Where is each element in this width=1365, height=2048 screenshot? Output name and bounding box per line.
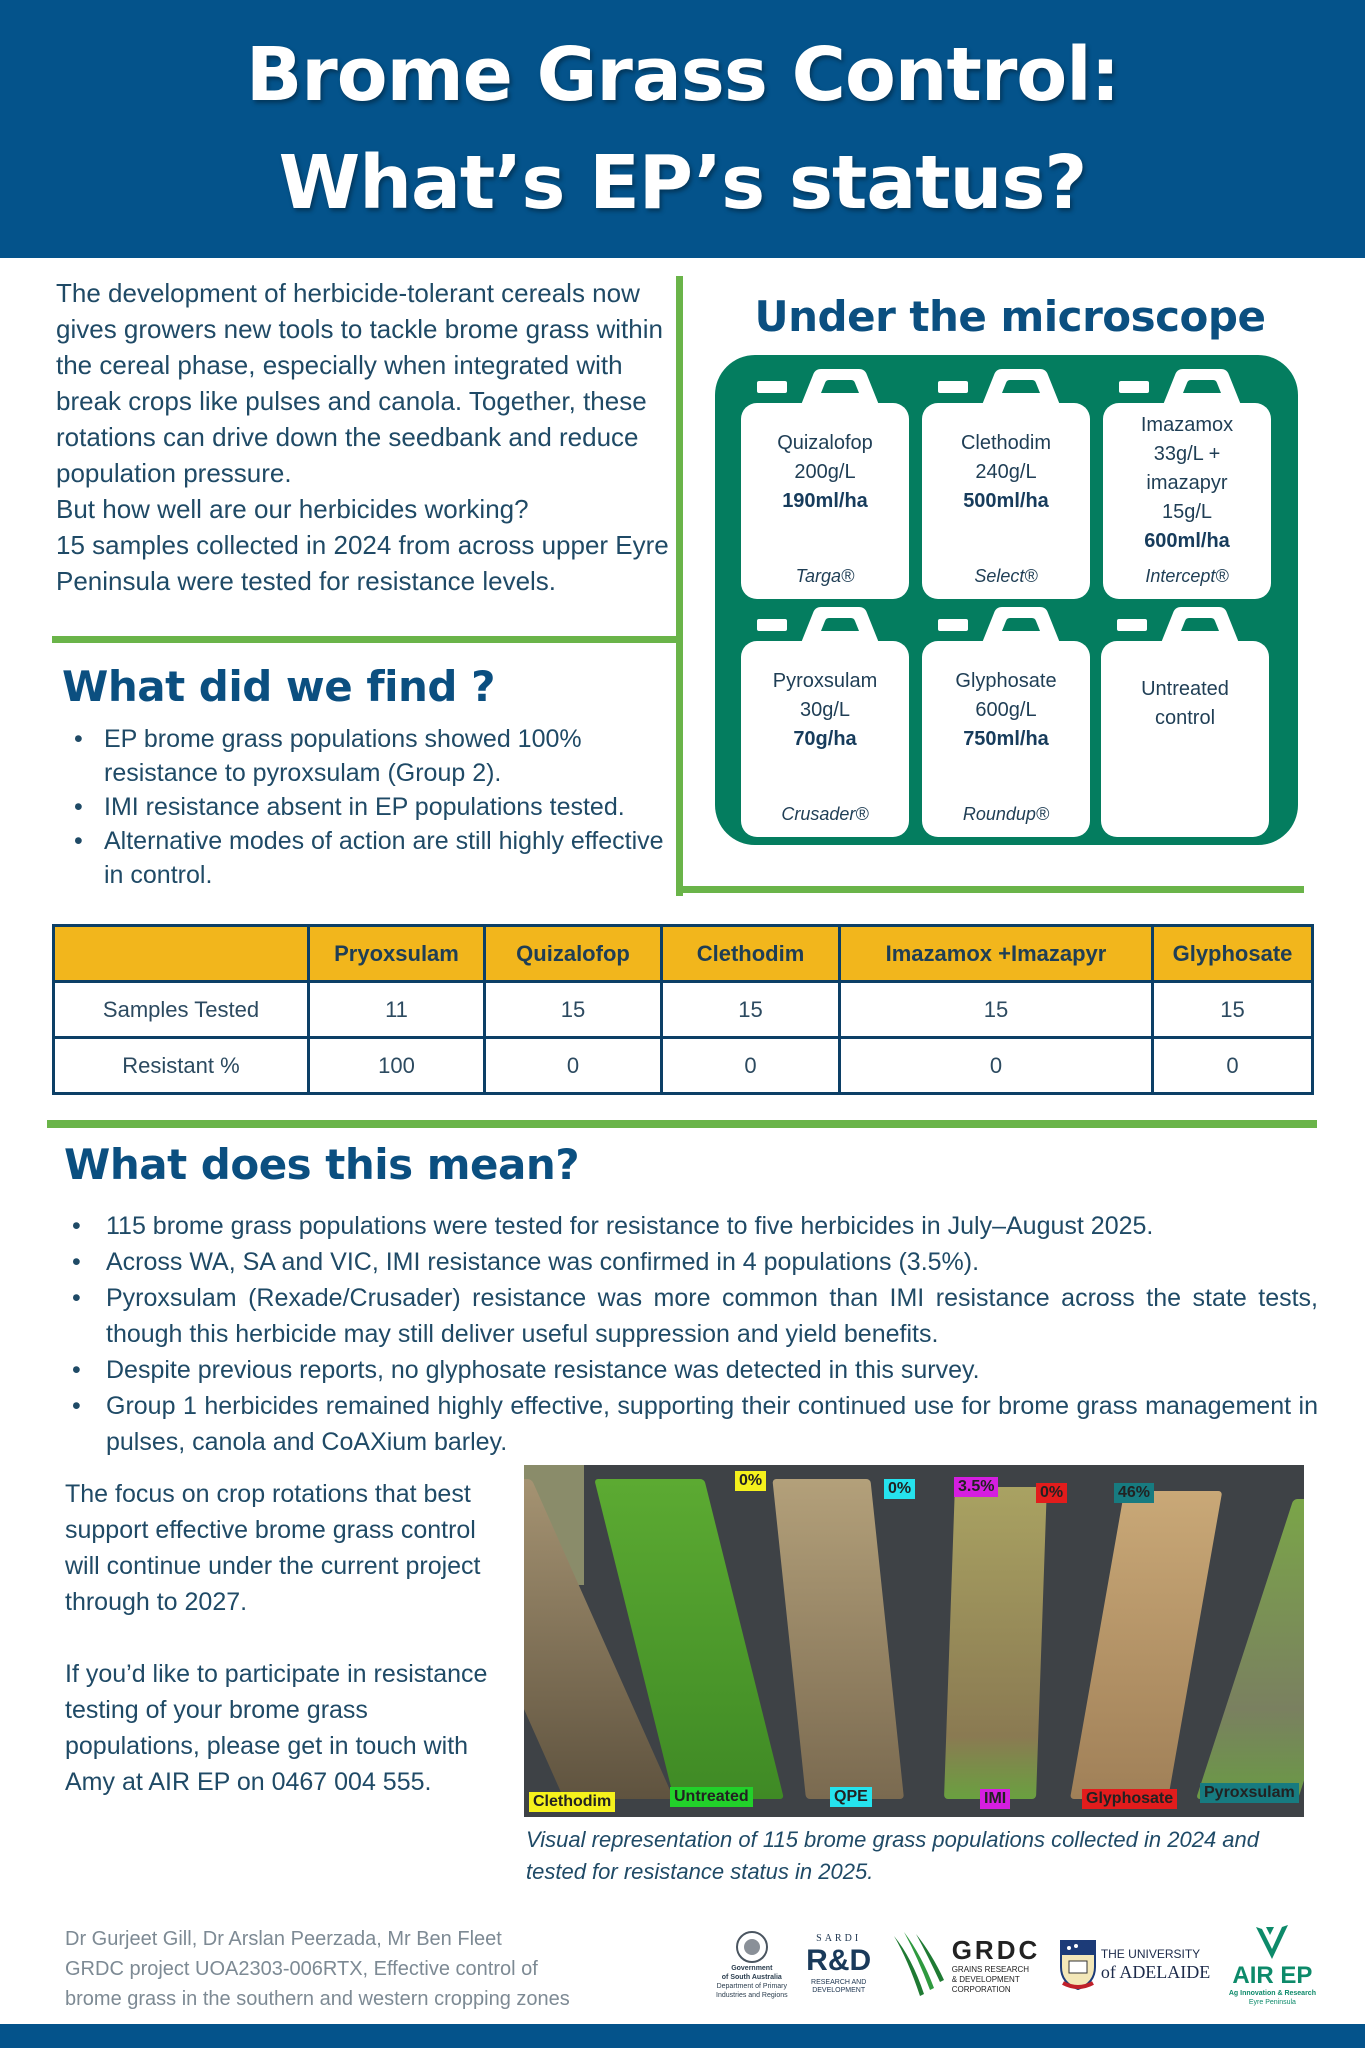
label-pyroxsulam: Pyroxsulam (1200, 1783, 1299, 1803)
credits-authors: Dr Gurjeet Gill, Dr Arslan Peerzada, Mr Ben Fleet (65, 1928, 502, 1950)
grdc-wordmark: GRDC (951, 1935, 1041, 1965)
focus-text (65, 1476, 505, 1800)
row-label: Samples Tested (54, 982, 309, 1038)
mean-heading: What does this mean? (64, 1140, 580, 1189)
page-title-line-2: What’s EP’s status? (278, 140, 1087, 226)
footer-bar (0, 2024, 1365, 2048)
sa-gov-line3: Department of Primary (716, 1983, 788, 1990)
herbicide-brand: Targa® (795, 566, 855, 586)
herbicide-name: Clethodim (960, 432, 1052, 454)
adelaide-line1: THE UNIVERSITY (1100, 1947, 1201, 1961)
green-divider-vertical (676, 276, 683, 896)
herbicide-rate: 500ml/ha (963, 490, 1049, 512)
logo-university-of-adelaide (1059, 1939, 1210, 1991)
photo-caption: Visual representation of 115 brome grass populations collected in 2024 and tested for resistance status in 2025. (526, 1827, 1260, 1884)
credits-project-cont: brome grass in the southern and western cropping zones (65, 1988, 570, 2010)
mean-item: • 115 brome grass populations were tested for resistance to five herbicides in July–August 2025. (72, 1208, 1318, 1244)
herbicide-name: Glyphosate (955, 670, 1057, 692)
pct-tag-pyroxsulam: 46% (1114, 1483, 1154, 1503)
herbicide-rate: 70g/ha (793, 728, 857, 750)
page-title-line-1: Brome Grass Control: (245, 32, 1120, 118)
jug-label (1103, 403, 1271, 599)
logo-grdc (890, 1930, 1041, 2000)
pct-tag-qpe: 0% (884, 1479, 915, 1499)
jug-label (922, 641, 1090, 837)
herbicide-name-2: imazapyr (1146, 472, 1228, 494)
title-banner (0, 0, 1365, 258)
jug-label (1101, 641, 1269, 837)
table-cell: 0 (1153, 1038, 1313, 1094)
partner-logos (716, 1915, 1316, 2015)
find-heading: What did we find ? (62, 662, 495, 711)
grdc-line3: CORPORATION (951, 1985, 1011, 1994)
herbicide-name: Quizalofop (777, 432, 873, 454)
intro-samples: 15 samples collected in 2024 from across upper Eyre Peninsula were tested for resistance levels. (56, 530, 669, 596)
herbicide-concentration: 200g/L (794, 461, 856, 483)
row-label: Resistant % (54, 1038, 309, 1094)
sardi-line1: RESEARCH AND (811, 1979, 867, 1986)
table-cell: 0 (662, 1038, 840, 1094)
herbicide-name: Pyroxsulam (772, 670, 878, 692)
sa-gov-line1: Government (731, 1965, 773, 1972)
table-header-cell: Glyphosate (1153, 926, 1313, 982)
jug-cap-icon (741, 367, 909, 405)
find-item: • EP brome grass populations showed 100% resistance to pyroxsulam (Group 2). (74, 722, 674, 790)
jug-label (741, 641, 909, 837)
air-ep-chevron-icon (1252, 1923, 1292, 1963)
mean-list (72, 1208, 1318, 1460)
contact-paragraph: If you’d like to participate in resistance testing of your brome grass populations, please get in touch with Amy at AIR EP on 0467 004 555. (65, 1660, 488, 1796)
herbicide-brand: Roundup® (962, 804, 1050, 824)
tray-qpe (772, 1479, 904, 1799)
sa-gov-line4: Industries and Regions (716, 1992, 788, 1999)
sardi-line2: DEVELOPMENT (812, 1987, 866, 1994)
table-cell: 15 (1153, 982, 1313, 1038)
table-header-row (54, 926, 1313, 982)
table-cell: 15 (662, 982, 840, 1038)
credits (65, 1924, 570, 2014)
pct-tag-clethodim: 0% (735, 1471, 766, 1491)
green-divider-full (47, 1120, 1317, 1128)
jug-label (741, 403, 909, 599)
herbicide-rate: 750ml/ha (963, 728, 1049, 750)
table-cell: 100 (309, 1038, 485, 1094)
herbicide-brand: Crusader® (781, 804, 869, 824)
herbicide-concentration-2: 15g/L (1161, 501, 1213, 523)
resistance-table (52, 924, 1314, 1095)
logo-air-ep (1229, 1923, 1316, 2007)
herbicide-concentration: 600g/L (975, 699, 1037, 721)
herbicide-brand: Select® (974, 566, 1038, 586)
herbicide-rate: 190ml/ha (782, 490, 868, 512)
trial-photo (524, 1465, 1304, 1817)
microscope-heading: Under the microscope (754, 292, 1266, 341)
find-list (74, 722, 674, 892)
table-cell: 15 (840, 982, 1153, 1038)
herbicide-concentration: 33g/L + (1153, 443, 1221, 465)
label-qpe: QPE (830, 1787, 872, 1807)
jug-label (922, 403, 1090, 599)
pct-tag-glyphosate: 0% (1036, 1483, 1067, 1503)
table-header-cell: Imazamox +Imazapyr (840, 926, 1153, 982)
logo-sardi (806, 1935, 871, 1995)
label-clethodim: Clethodim (529, 1792, 615, 1812)
jug-cap-icon (922, 367, 1090, 405)
green-divider-left (52, 636, 680, 643)
sardi-wordmark: SARDI (816, 1933, 862, 1944)
mean-item: • Pyroxsulam (Rexade/Crusader) resistance was more common than IMI resistance across the state tests, though this herbicide may still deliver useful suppression and yield benefits. (72, 1280, 1318, 1352)
jug-cap-icon (1101, 605, 1269, 643)
jug-cap-icon (741, 605, 909, 643)
intro-paragraph: The development of herbicide-tolerant cereals now gives growers new tools to tackle brome grass within the cereal phase, especially when integrated with break crops like pulses and canola. Together, these rotations can drive down the seedbank and reduce population pressure. (56, 278, 663, 488)
credits-project: GRDC project UOA2303-006RTX, Effective control of (65, 1958, 538, 1980)
grdc-line1: GRAINS RESEARCH (951, 1965, 1030, 1974)
green-divider-right (676, 886, 1304, 893)
focus-paragraph: The focus on crop rotations that best support effective brome grass control will continue under the current project through to 2027. (65, 1480, 481, 1616)
grdc-line2: & DEVELOPMENT (951, 1975, 1020, 1984)
herbicide-brand: Intercept® (1145, 566, 1229, 586)
adelaide-shield-icon (1059, 1939, 1097, 1991)
herbicide-rate: 600ml/ha (1144, 530, 1230, 552)
jug-cap-icon (1103, 367, 1271, 405)
sa-gov-line2: of South Australia (721, 1974, 782, 1981)
intro-text (56, 275, 676, 599)
table-cell: 0 (485, 1038, 662, 1094)
herbicide-name: Untreated (1141, 678, 1229, 700)
intro-question: But how well are our herbicides working? (56, 494, 529, 524)
table-header-cell: Quizalofop (485, 926, 662, 982)
pct-tag-imi: 3.5% (954, 1477, 998, 1497)
herbicide-name: Imazamox (1140, 414, 1234, 436)
sardi-rd-mark: R&D (806, 1944, 872, 1977)
adelaide-line2: of ADELAIDE (1100, 1962, 1211, 1982)
mean-item: • Across WA, SA and VIC, IMI resistance was confirmed in 4 populations (3.5%). (72, 1244, 1318, 1280)
find-item: • IMI resistance absent in EP populations tested. (74, 790, 674, 824)
air-ep-line1: Ag Innovation & Research (1228, 1990, 1316, 1997)
table-header-cell: Clethodim (662, 926, 840, 982)
table-header-cell: Pryoxsulam (309, 926, 485, 982)
table-row (54, 1038, 1313, 1094)
herbicide-panel (715, 355, 1298, 845)
label-glyphosate: Glyphosate (1082, 1789, 1177, 1809)
table-cell: 11 (309, 982, 485, 1038)
mean-item: • Despite previous reports, no glyphosate resistance was detected in this survey. (72, 1352, 1318, 1388)
air-ep-line2: Eyre Peninsula (1248, 1999, 1296, 2006)
herbicide-concentration: 30g/L (799, 699, 851, 721)
table-cell: 0 (840, 1038, 1153, 1094)
find-item: • Alternative modes of action are still highly effective in control. (74, 824, 674, 892)
tray-glyphosate (1070, 1491, 1222, 1799)
air-ep-wordmark: AIR EP (1232, 1962, 1313, 1989)
table-header-cell (54, 926, 309, 982)
table-row (54, 982, 1313, 1038)
table-cell: 15 (485, 982, 662, 1038)
sa-crest-icon (735, 1930, 769, 1964)
wheat-leaf-icon (890, 1930, 946, 2000)
herbicide-concentration: control (1154, 707, 1216, 729)
label-untreated: Untreated (670, 1787, 753, 1807)
logo-sa-government (716, 1930, 788, 2000)
herbicide-concentration: 240g/L (975, 461, 1037, 483)
mean-item: • Group 1 herbicides remained highly effective, supporting their continued use for brome grass management in pulses, canola and CoAXium barley. (72, 1388, 1318, 1460)
jug-cap-icon (922, 605, 1090, 643)
label-imi: IMI (980, 1789, 1010, 1809)
tray-imi (944, 1487, 1047, 1799)
